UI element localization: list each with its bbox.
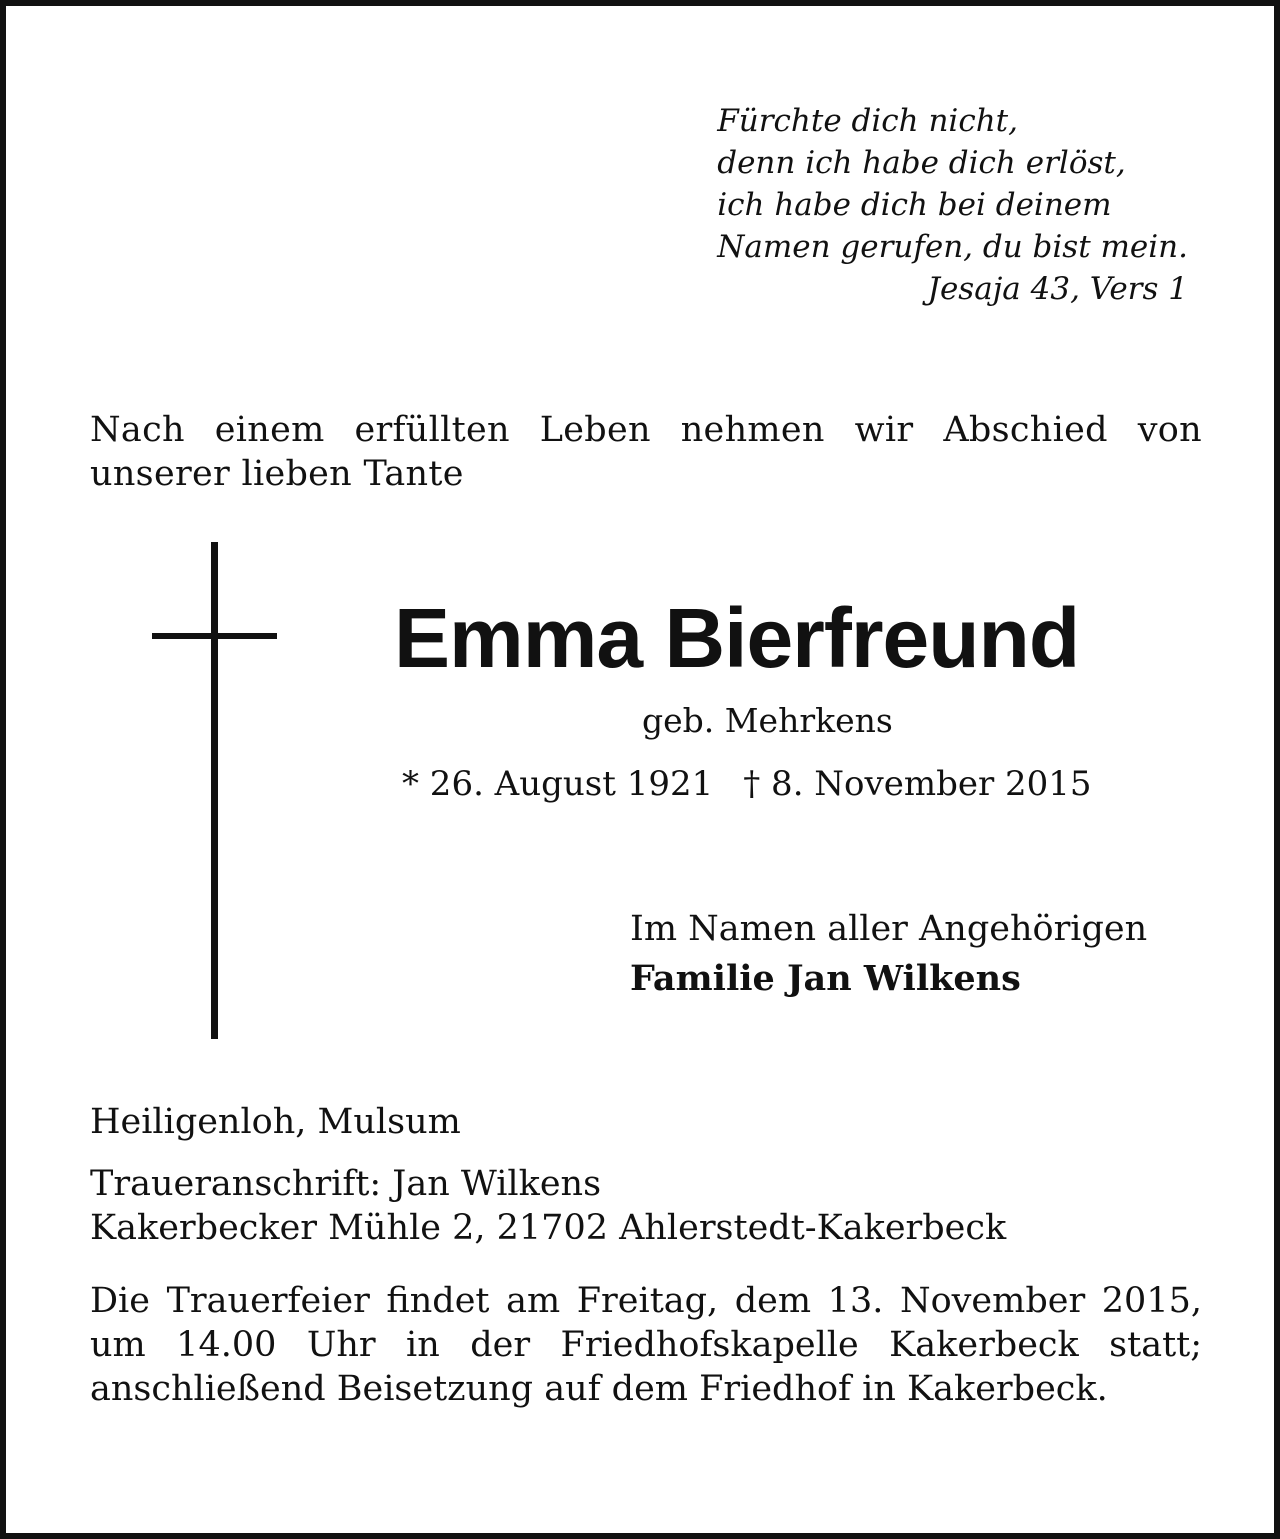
mourning-address — [90, 1162, 1006, 1250]
intro-text — [90, 408, 1202, 496]
cross-horizontal-bar — [152, 633, 277, 639]
verse-line: ich habe dich bei deinem — [717, 187, 1112, 223]
birth-date: * 26. August 1921 — [402, 764, 714, 804]
verse-line: Fürchte dich nicht, — [717, 103, 1018, 139]
address-line: Traueranschrift: Jan Wilkens — [90, 1164, 602, 1204]
death-date: † 8. November 2015 — [743, 764, 1092, 804]
ceremony-text: Die Trauerfeier findet am Freitag, dem 13. November 2015, um 14.00 Uhr in der Friedhofskapelle Kakerbeck statt; anschließend Beisetzung auf dem Friedhof in Kakerbeck. — [90, 1281, 1202, 1409]
place-line: Heiligenloh, Mulsum — [90, 1102, 461, 1142]
life-dates — [402, 762, 1092, 806]
cross-vertical-bar — [211, 542, 218, 1039]
address-line: Kakerbecker Mühle 2, 21702 Ahlerstedt-Kakerbeck — [90, 1208, 1007, 1248]
family-name: Familie Jan Wilkens — [630, 958, 1021, 999]
verse-line: denn ich habe dich erlöst, — [717, 145, 1126, 181]
deceased-name: Emma Bierfreund — [394, 591, 1080, 685]
birth-name: geb. Mehrkens — [642, 701, 893, 740]
signature-block — [630, 904, 1147, 1004]
verse-reference: Jesaja 43, Vers 1 — [927, 271, 1188, 307]
verse-line: Namen gerufen, du bist mein. — [717, 229, 1188, 265]
bible-verse — [717, 100, 1188, 310]
intro-line: unserer lieben Tante — [90, 454, 464, 494]
signature-line: Im Namen aller Angehörigen — [630, 909, 1148, 949]
intro-line: Nach einem erfüllten Leben nehmen wir Abschied von — [90, 410, 1202, 450]
